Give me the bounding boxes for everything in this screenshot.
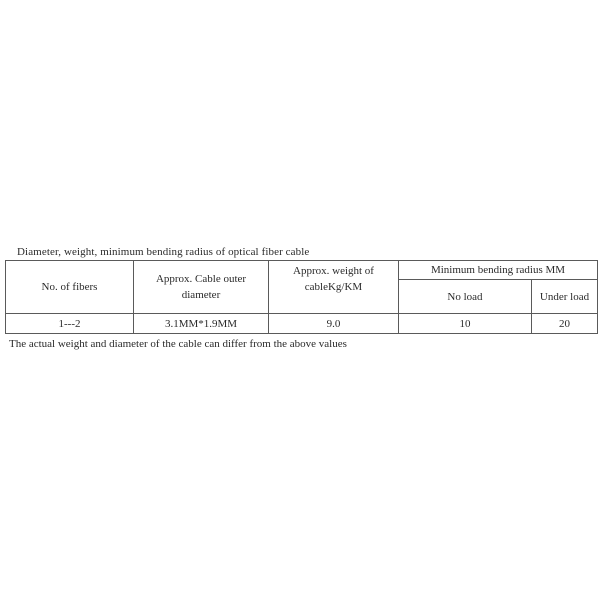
table-row: [6, 314, 598, 334]
header-weight-line1: Approx. weight of: [293, 265, 374, 277]
header-weight: [269, 261, 399, 314]
cell-no-load: 10: [399, 314, 532, 334]
header-under-load-label: Under load: [539, 290, 590, 303]
table-caption: Diameter, weight, minimum bending radius of optical fiber cable: [17, 246, 310, 258]
header-diameter-line2: diameter: [181, 289, 221, 301]
cell-under-load: 20: [532, 314, 598, 334]
cell-diameter: 3.1MM*1.9MM: [134, 314, 269, 334]
header-row-top: [6, 261, 598, 280]
header-no-load: [399, 280, 532, 314]
header-weight-line2: cableKg/KM: [304, 281, 363, 293]
cell-weight: 9.0: [269, 314, 399, 334]
header-under-load: [532, 280, 598, 314]
header-no-load-label: No load: [447, 290, 483, 303]
cell-fibers: 1---2: [6, 314, 134, 334]
header-diameter: [134, 261, 269, 314]
header-fibers: [6, 261, 134, 314]
table-note: The actual weight and diameter of the cable can differ from the above values: [9, 338, 347, 350]
header-fibers-label: No. of fibers: [41, 281, 98, 293]
header-bending: [399, 261, 598, 280]
cable-spec-table: [5, 260, 598, 334]
header-bending-label: Minimum bending radius MM: [430, 264, 566, 276]
header-diameter-line1: Approx. Cable outer: [155, 273, 247, 285]
